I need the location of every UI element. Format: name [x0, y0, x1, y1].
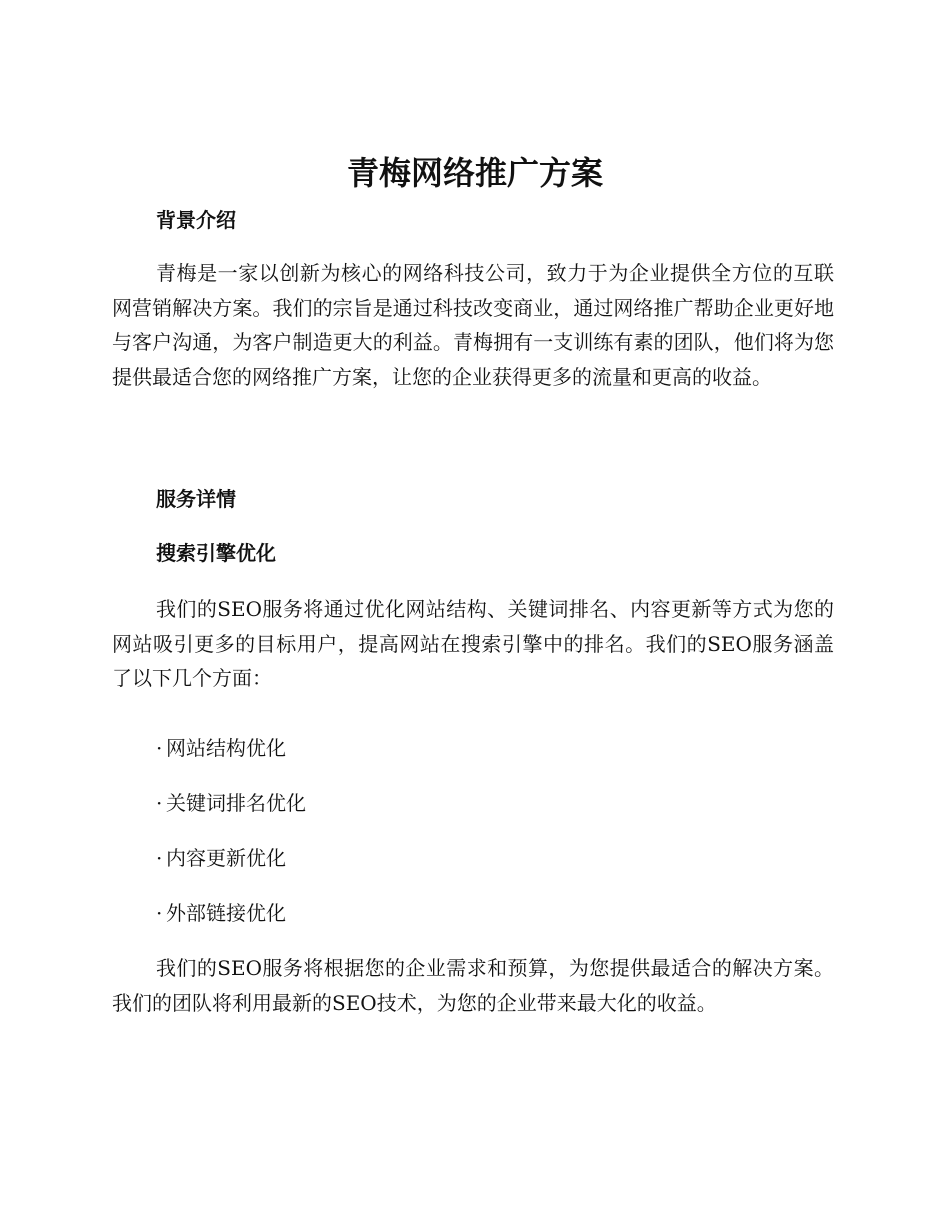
- seo-closing-paragraph: 我们的SEO服务将根据您的企业需求和预算，为您提供最适合的解决方案。我们的团队将利用最新的SEO技术，为您的企业带来最大化的收益。: [112, 956, 834, 1015]
- seo-bullet-text: 外部链接优化: [166, 901, 286, 925]
- seo-bullet-item: [156, 843, 286, 873]
- seo-bullet-item: [156, 733, 286, 763]
- bullet-mark: ·: [156, 901, 163, 925]
- background-paragraph: 青梅是一家以创新为核心的网络科技公司，致力于为企业提供全方位的互联网营销解决方案。我们的宗旨是通过科技改变商业，通过网络推广帮助企业更好地与客户沟通，为客户制造更大的利益。青梅拥有一支训练有素的团队，他们将为您提供最适合您的网络推广方案，让您的企业获得更多的流量和更高的收益。: [112, 261, 834, 389]
- seo-bullet-text: 网站结构优化: [166, 736, 286, 760]
- seo-intro-paragraph: 我们的SEO服务将通过优化网站结构、关键词排名、内容更新等方式为您的网站吸引更多的目标用户，提高网站在搜索引擎中的排名。我们的SEO服务涵盖了以下几个方面：: [112, 597, 834, 690]
- bullet-mark: ·: [156, 791, 163, 815]
- document-title: 青梅网络推广方案: [346, 154, 603, 192]
- seo-bullet-item: [156, 788, 306, 818]
- bullet-mark: ·: [156, 846, 163, 870]
- seo-heading: 搜索引擎优化: [156, 541, 276, 565]
- seo-bullet-text: 内容更新优化: [166, 846, 286, 870]
- seo-bullet-text: 关键词排名优化: [166, 791, 306, 815]
- seo-bullet-item: [156, 898, 286, 928]
- background-heading: 背景介绍: [156, 208, 236, 232]
- bullet-mark: ·: [156, 736, 163, 760]
- services-heading: 服务详情: [156, 487, 236, 511]
